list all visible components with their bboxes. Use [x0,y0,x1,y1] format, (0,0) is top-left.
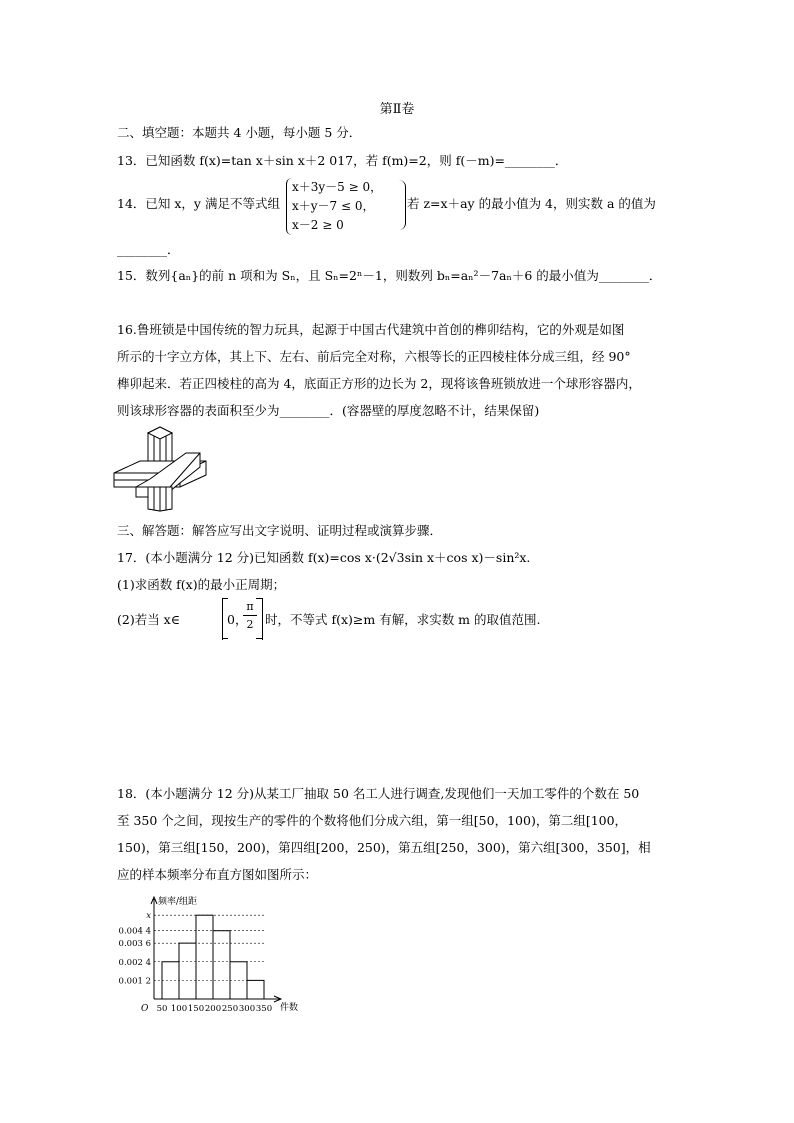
bracket-top [222,598,228,599]
bracket-top-r [256,598,262,599]
x-tick-label: 50 [156,1004,168,1014]
interval-start: 0， [227,612,248,627]
q17-line-3c: 时，不等式 f(x)≥m 有解，求实数 m 的取值范围. [265,612,541,627]
system-right-bracket [399,180,406,230]
q14-prefix: 14．已知 x，y 满足不等式组 [117,196,280,211]
q18-line-2: 至 350 个之间，现按生产的零件的个数将他们分成六组，第一组[50，100)，第二组[100， [117,813,628,828]
x-axis-label: 件数 [280,1003,299,1013]
inequality-2: x＋y－7 ≤ 0， [292,199,375,213]
q14-blank: ________． [117,242,180,257]
x-tick-label: 300 [238,1004,256,1014]
x-tick-label: 250 [221,1004,239,1014]
q18-line-3: 150)，第三组[150，200)，第四组[200，250)，第五组[250，300)，第六组[300，350]，相 [117,840,651,855]
frac-denominator: 2 [243,615,257,631]
q17-line-2: (1)求函数 f(x)的最小正周期； [117,577,286,592]
histogram-bar [196,915,213,999]
interval-left-bracket [222,598,225,640]
page-title: 第Ⅱ卷 [379,102,415,117]
q18-line-1: 18．(本小题满分 12 分)从某工厂抽取 50 名工人进行调查,发现他们一天加工零件的个数在 50 [117,786,640,801]
pi-over-2 [243,600,257,631]
q18-line-4: 应的样本频率分布直方图如图所示： [117,867,318,882]
bracket-bottom-r [256,638,262,639]
section-fill-in-header: 二、填空题：本题共 4 小题，每小题 5 分． [117,125,362,140]
luban-lock-figure [110,425,210,513]
q17-line-3a: (2)若当 x∈ [117,612,180,627]
histogram-bar [213,931,230,999]
inequality-1: x＋3y－5 ≥ 0， [292,180,383,194]
histogram-bar [247,980,264,999]
q16-line-2: 所示的十字立方体，其上下、左右、前后完全对称，六根等长的正四棱柱体分成三组，经 90° [117,349,631,364]
frac-numerator: π [246,600,254,613]
origin-label: O [141,1004,149,1014]
bracket-bottom [222,638,228,639]
q17-line-1: 17．(本小题满分 12 分)已知函数 f(x)=cos x·(2√3sin x＋cos x)－sin²x. [117,550,531,565]
y-tick-label: x [146,911,151,922]
y-tick-label: 0.004 4 [118,926,151,937]
x-tick-label: 100 [170,1004,188,1014]
question-15: 15．数列{aₙ}的前 n 项和为 Sₙ，且 Sₙ=2ⁿ－1，则数列 bₙ=aₙ²－7aₙ＋6 的最小值为________． [117,268,662,283]
inequality-3: x－2 ≥ 0 [292,218,344,232]
frequency-histogram [108,893,308,1018]
q16-line-4: 则该球形容器的表面积至少为________．(容器壁的厚度忽略不计，结果保留) [117,403,540,418]
question-13: 13．已知函数 f(x)=tan x＋sin x＋2 017，若 f(m)=2，则 f(－m)=________． [117,153,568,168]
histogram-bar [179,943,196,999]
x-tick-label: 150 [187,1004,205,1014]
section-solve-header: 三、解答题：解答应写出文字说明、证明过程或演算步骤． [117,523,443,538]
y-tick-label: 0.003 6 [118,939,151,950]
x-tick-label: 200 [204,1004,222,1014]
x-tick-label: 350 [255,1004,273,1014]
y-tick-label: 0.002 4 [118,957,151,968]
inequality-system [286,178,382,235]
q16-line-1: 16.鲁班锁是中国传统的智力玩具，起源于中国古代建筑中首创的榫卯结构，它的外观是如图 [117,322,625,337]
y-axis-label: 频率/组距 [158,897,198,907]
q14-suffix: 若 z=x＋ay 的最小值为 4，则实数 a 的值为 [407,196,656,211]
y-tick-label: 0.001 2 [118,976,151,987]
interval-right-bracket [260,598,263,640]
q16-line-3: 榫卯起来．若正四棱柱的高为 4，底面正方形的边长为 2，现将该鲁班锁放进一个球形容器内， [117,376,641,391]
